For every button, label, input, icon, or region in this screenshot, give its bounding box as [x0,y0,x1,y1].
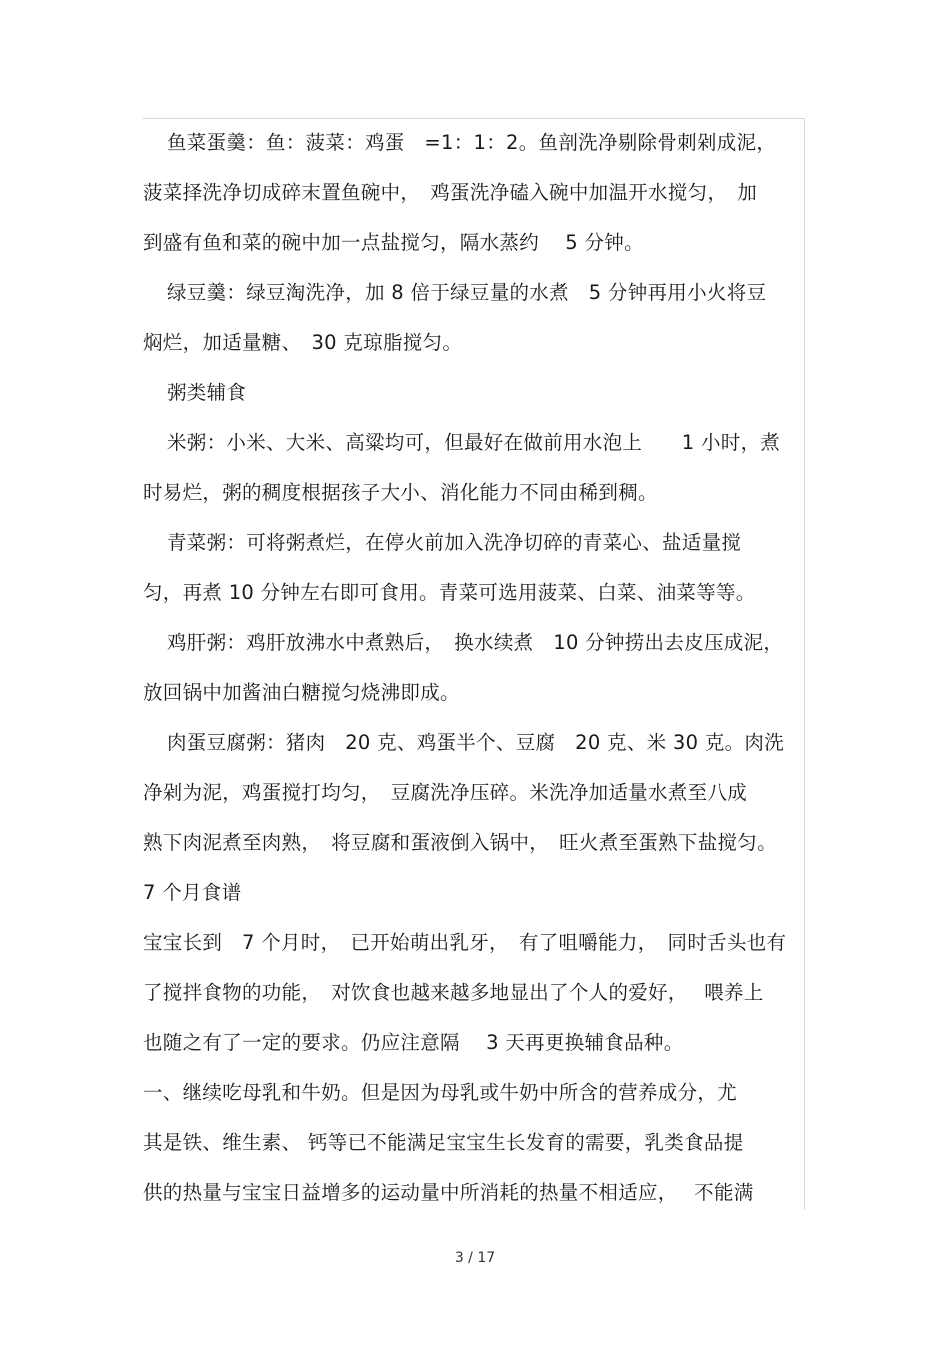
text-line: 其是铁、维生素、 钙等已不能满足宝宝生长发育的需要，乳类食品提 [143,1131,744,1154]
text-line: 肉蛋豆腐粥：猪肉 20 克、鸡蛋半个、豆腐 20 克、米 30 克。肉洗 [167,731,785,754]
text-line: 放回锅中加酱油白糖搅匀烧沸即成。 [143,681,460,704]
text-line: 鱼菜蛋羹：鱼：菠菜：鸡蛋 =1：1：2。鱼剖洗净剔除骨刺剁成泥， [167,131,777,154]
text-line: 鸡肝粥：鸡肝放沸水中煮熟后， 换水续煮 10 分钟捞出去皮压成泥， [167,631,784,654]
text-line: 时易烂，粥的稠度根据孩子大小、消化能力不同由稀到稠。 [143,481,658,504]
text-line: 焖烂，加适量糖、 30 克琼脂搅匀。 [143,331,463,354]
text-line: 青菜粥：可将粥煮烂，在停火前加入洗净切碎的青菜心、盐适量搅 [167,531,742,554]
text-line: 绿豆羹：绿豆淘洗净，加 8 倍于绿豆量的水煮 5 分钟再用小火将豆 [167,281,767,304]
text-line: 匀，再煮 10 分钟左右即可食用。青菜可选用菠菜、白菜、油菜等等。 [143,581,756,604]
text-line: 熟下肉泥煮至肉熟， 将豆腐和蛋液倒入锅中， 旺火煮至蛋熟下盐搅匀。 [143,831,777,854]
text-line: 宝宝长到 7 个月时， 已开始萌出乳牙， 有了咀嚼能力， 同时舌头也有 [143,931,787,954]
text-line: 菠菜择洗净切成碎末置鱼碗中， 鸡蛋洗净磕入碗中加温开水搅匀， 加 [143,181,758,204]
section-heading: 7 个月食谱 [143,881,242,904]
text-line: 也随之有了一定的要求。仍应注意隔 3 天再更换辅食品种。 [143,1031,684,1054]
text-line: 米粥：小米、大米、高粱均可，但最好在做前用水泡上 1 小时，煮 [167,431,781,454]
text-line: 净剁为泥，鸡蛋搅打均匀， 豆腐洗净压碎。米洗净加适量水煮至八成 [143,781,748,804]
section-heading: 粥类辅食 [167,381,247,404]
text-line: 了搅拌食物的功能， 对饮食也越来越多地显出了个人的爱好， 喂养上 [143,981,764,1004]
page-number: 3 / 17 [454,1250,496,1266]
text-line: 到盛有鱼和菜的碗中加一点盐搅匀，隔水蒸约 5 分钟。 [143,231,644,254]
text-line: 供的热量与宝宝日益增多的运动量中所消耗的热量不相适应， 不能满 [143,1181,754,1204]
body-text [143,118,805,1218]
text-line: 一、继续吃母乳和牛奶。但是因为母乳或牛奶中所含的营养成分，尤 [143,1081,738,1104]
